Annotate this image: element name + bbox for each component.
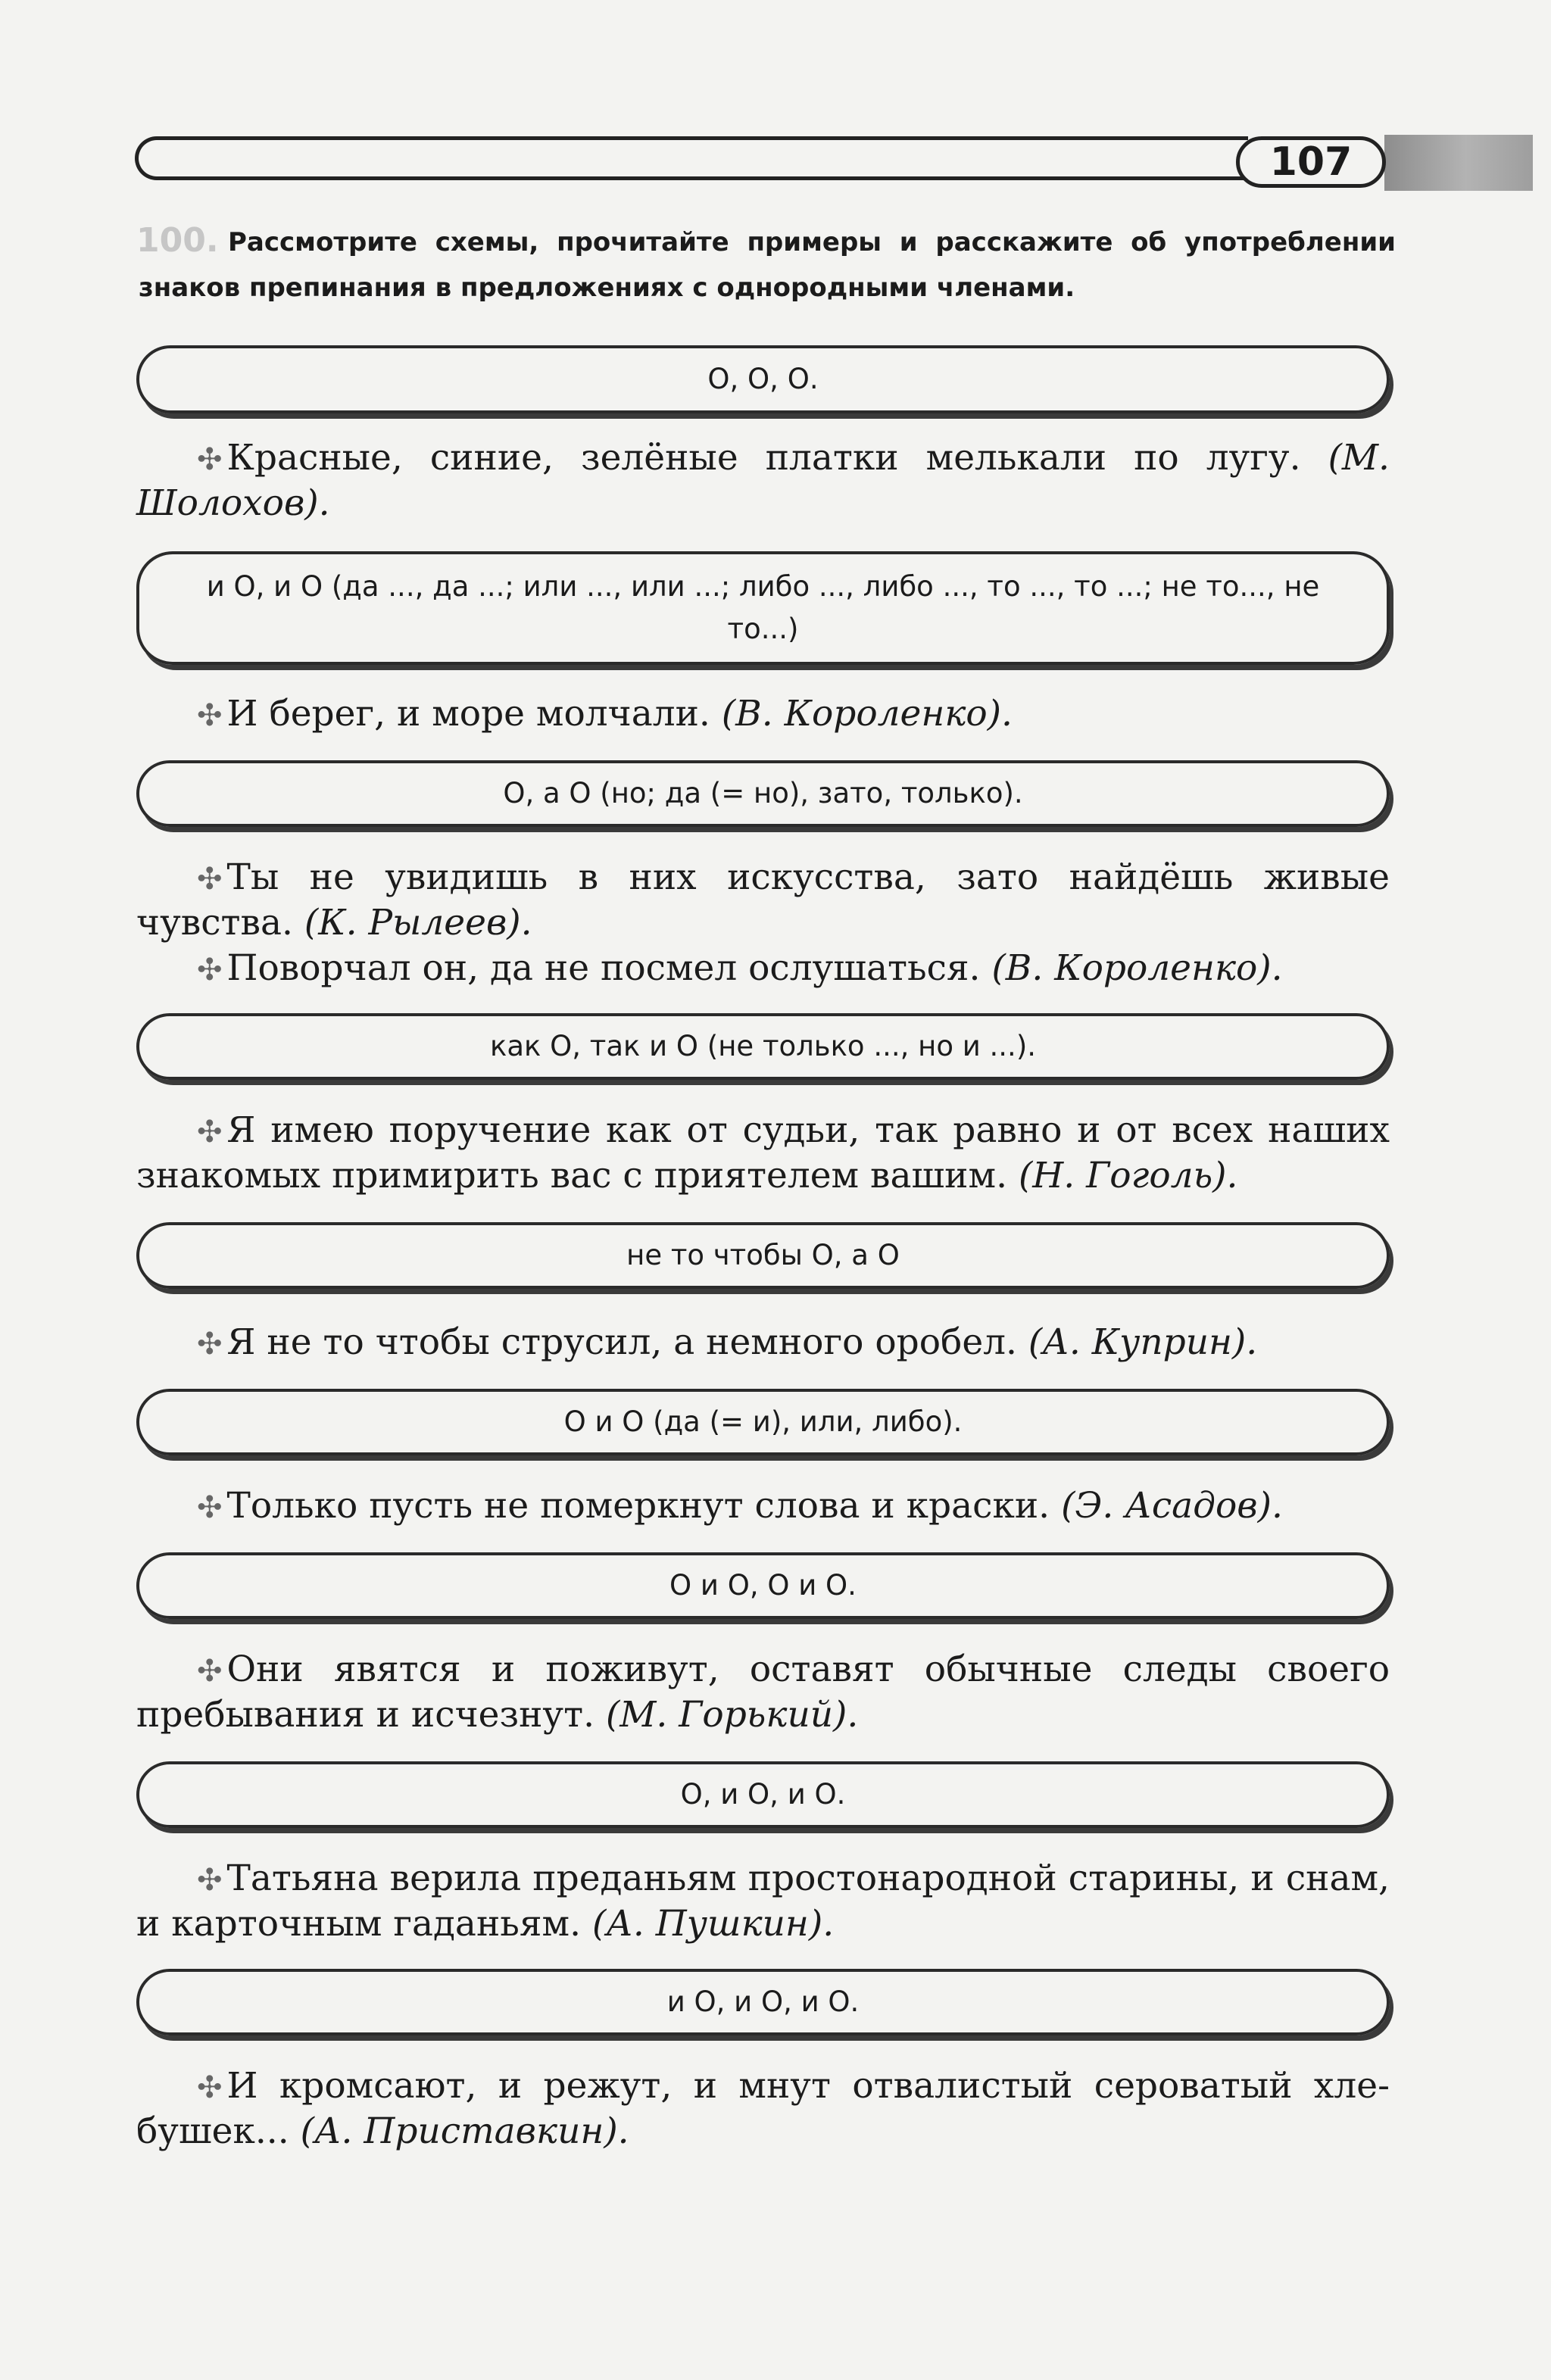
bullet-icon: ✣ [197,442,223,477]
scheme-box: как О, так и О (не только ..., но и ...). [136,1013,1390,1080]
example-sentence [136,2064,1390,2154]
bullet-icon: ✣ [197,1115,223,1149]
example-text: Татьяна верила преданьям простонародной старины, и снам, и карточным гаданьям. [136,1858,1390,1945]
example-sentence [136,1484,1390,1530]
example-sentence [136,1109,1390,1198]
example-author: (Н. Гоголь). [1018,1155,1238,1196]
example-sentence [136,1648,1390,1737]
example-text: Я имею поручение как от судьи, так равно и от всех наших знакомых примирить вас с приятелем вашим. [136,1109,1390,1196]
bullet-icon: ✣ [197,2070,223,2105]
scheme-box: О, а О (но; да (= но), зато, только). [136,760,1390,827]
example-sentence [136,692,1390,738]
example-text: Они явятся и поживут, оставят обычные следы своего пребывания и исчезнут. [136,1649,1390,1736]
example-text: И берег, и море молчали. [226,693,710,735]
scheme-box: и О, и О, и О. [136,1969,1390,2035]
bullet-icon: ✣ [197,698,223,733]
example-text: Я не то чтобы струсил, а немного оробел. [226,1321,1017,1363]
example-author: (А. Приставкин). [300,2110,629,2152]
example-author: (К. Рылеев). [304,902,532,944]
example-sentence [136,856,1390,945]
example-text: Красные, синие, зелёные платки мелькали по лугу. [226,437,1301,479]
example-text: Ты не увидишь в них искусства, зато найдёшь живые чувства. [136,856,1390,944]
example-author: (Э. Асадов). [1061,1485,1283,1527]
example-author: (М. Горький). [605,1694,859,1736]
scheme-box: не то чтобы О, а О [136,1222,1390,1289]
example-author: (А. Пушкин). [591,1903,835,1945]
scheme-box: О и О, О и О. [136,1552,1390,1619]
example-text: Поворчал он, да не посмел ослушаться. [226,947,981,989]
bullet-icon: ✣ [197,1654,223,1689]
bullet-icon: ✣ [197,953,223,987]
example-text: И кромсают, и режут, и мнут отвалистый сероватый хлебушек... [136,2065,1390,2152]
header-tab [1384,135,1533,191]
bullet-icon: ✣ [197,1863,223,1898]
scheme-box: О, и О, и О. [136,1761,1390,1828]
example-sentence [136,947,1390,992]
example-sentence [136,436,1390,526]
example-author: (В. Короленко). [721,693,1013,735]
bullet-icon: ✣ [197,1327,223,1362]
scheme-box: О, О, О. [136,345,1390,413]
bullet-icon: ✣ [197,862,223,897]
scheme-box: О и О (да (= и), или, либо). [136,1389,1390,1455]
task-number: 100. [136,221,219,260]
scheme-box: и О, и О (да ..., да ...; или ..., или ...; либо ..., либо ..., то ..., то ...; не то..., не то...) [136,551,1390,665]
example-author: (М. Шолохов). [136,437,1390,524]
page-number: 107 [1236,136,1386,188]
example-author: (В. Короленко). [991,947,1283,989]
example-text: Только пусть не померкнут слова и краски. [226,1485,1050,1527]
example-sentence [136,1321,1390,1366]
example-author: (А. Куприн). [1028,1321,1258,1363]
task-instruction: Рассмотрите схемы, прочитайте примеры и расскажите об употреблении знаков препинания в предложениях с однородными членами. [139,227,1396,303]
header-rule [135,136,1248,180]
example-sentence [136,1857,1390,1946]
bullet-icon: ✣ [197,1490,223,1525]
